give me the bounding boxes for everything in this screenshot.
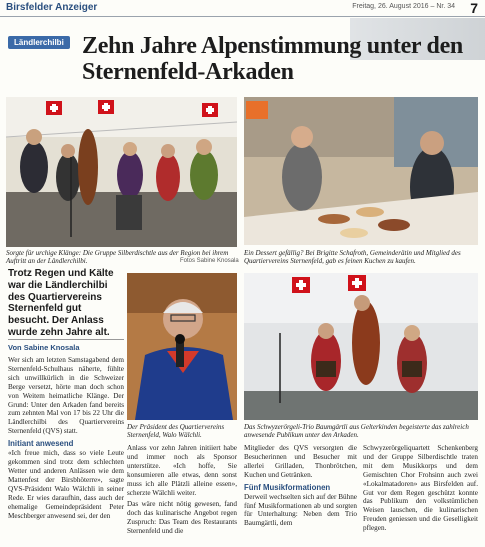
photo-president-walo-waelchli bbox=[127, 273, 237, 420]
photo-credit: Fotos Sabine Knosala bbox=[180, 258, 239, 264]
masthead bbox=[0, 0, 485, 17]
lead-paragraph: Trotz Regen und Kälte war die Ländlerchilbi des Quartiervereins Sternenfeld gut besucht. Der Anlass wurde zehn Jahre alt. bbox=[8, 268, 114, 338]
president-photo-illustration bbox=[127, 273, 237, 420]
caption-photo-1: Sorgte für urchige Klänge: Die Gruppe Silberdischtle aus der Region bei ihrem Auftritt an der Ländlerchilbi. bbox=[6, 249, 229, 266]
column-3 bbox=[244, 444, 357, 528]
page-number: 7 bbox=[470, 0, 478, 16]
publication-name: Birsfelder Anzeiger bbox=[6, 2, 98, 13]
paragraph-catering: Das wäre nicht nötig gewesen, fand doch das kulinarische Angebot regen Zuspruch: Das Team des Restaurants Sternenfeld und die bbox=[127, 500, 237, 536]
photo-band-silberdischtle bbox=[6, 97, 237, 247]
paragraph-food: Mitglieder des QVS versorgten die Besucherinnen und Besucher mit allerlei Grilladen, Thonbrötchen, Kuchen und Getränken. bbox=[244, 444, 357, 479]
paragraph-intro: Wer sich am letzten Samstagabend dem Sternenfeld-Schulhaus näherte, fühlte sich unwillkürlich in die Schweizer Berge versetzt, hörte man doch schon von Weitem heimatliche Klänge. Der Grund: Unter den Arkaden fand bereits zum zehnten Mal von 17 bis 22 Uhr die Ländlerchilbi des Quartiervereins Sternenfeld (QVS) statt. bbox=[8, 356, 124, 436]
section-kicker: Ländlerchilbi bbox=[8, 36, 70, 49]
paragraph-speech: «Ich freue mich, dass so viele Leute gekommen sind trotz dem schlechten Wetter und anderen Anlässen wie dem Mattenfest der Birsbhöterre», sagte QVS-Präsident Walo Wälchli in seiner Rede. Er wies daraufhin, dass auch der ehemalige Gemeindepräsident Peter Meschberger anwesend sei, der den bbox=[8, 449, 124, 520]
subheading-music: Fünf Musikformationen bbox=[244, 482, 331, 492]
caption-photo-3: Der Präsident des Quartiervereins Sternenfeld, Walo Wälchli. bbox=[127, 423, 225, 440]
column-2 bbox=[127, 444, 237, 536]
headline: Zehn Jahre Alpenstimmung unter den Sternenfeld-Arkaden bbox=[82, 33, 463, 85]
byline: Von Sabine Knosala bbox=[8, 339, 124, 352]
paragraph-music: Derweil wechselten sich auf der Bühne fünf Musikformationen ab und sorgten für Unterhaltung: Neben dem Trio Baumgärtli, dem bbox=[244, 492, 357, 528]
paragraph-sponsor: Anlass vor zehn Jahren initiiert habe und immer noch als Sponsor unterstütze. «Ich hoffe, Sie konsumieren alle etwas, denn sonst muss ich alle Plätzli alleine essen», scherzte Wälchli weiter. bbox=[127, 444, 237, 497]
subheading-initiant: Initiant anwesend bbox=[8, 439, 74, 449]
band-photo-illustration bbox=[6, 97, 237, 247]
photo-trio-baumgaertli bbox=[244, 273, 478, 420]
column-1 bbox=[8, 356, 124, 520]
column-4 bbox=[363, 444, 478, 533]
trio-photo-illustration bbox=[244, 273, 478, 420]
paragraph-groups: Schwyzerörgeliquartett Schenkenberg und der Gruppe Silberdischtle traten mit dem Musikkorps und dem Gemischten Chor Frohsinn auch zwei «Lokalmatadoren» aus Birsfelden auf. Gut vor dem Regen geschützt konnte das Publikum den volkstümlichen Weisen lauschen, die kulinarischen Freuden geniessen und die Geselligkeit pflegen. bbox=[363, 444, 478, 533]
caption-photo-4: Das Schwyzerörgeli-Trio Baumgärtli aus Gelterkinden begeisterte das zahlreich anwesende Publikum unter den Arkaden. bbox=[244, 423, 469, 440]
photo-cake-stand bbox=[244, 97, 478, 245]
caption-photo-2: Ein Dessert gefällig? Bei Brigitte Schafroth, Gemeinderätin und Mitglied des Quartiervereins Sternenfeld, gab es feinen Kuchen zu kaufen. bbox=[244, 249, 461, 266]
cake-photo-illustration bbox=[244, 97, 478, 245]
issue-date: Freitag, 26. August 2016 – Nr. 34 bbox=[352, 3, 455, 10]
